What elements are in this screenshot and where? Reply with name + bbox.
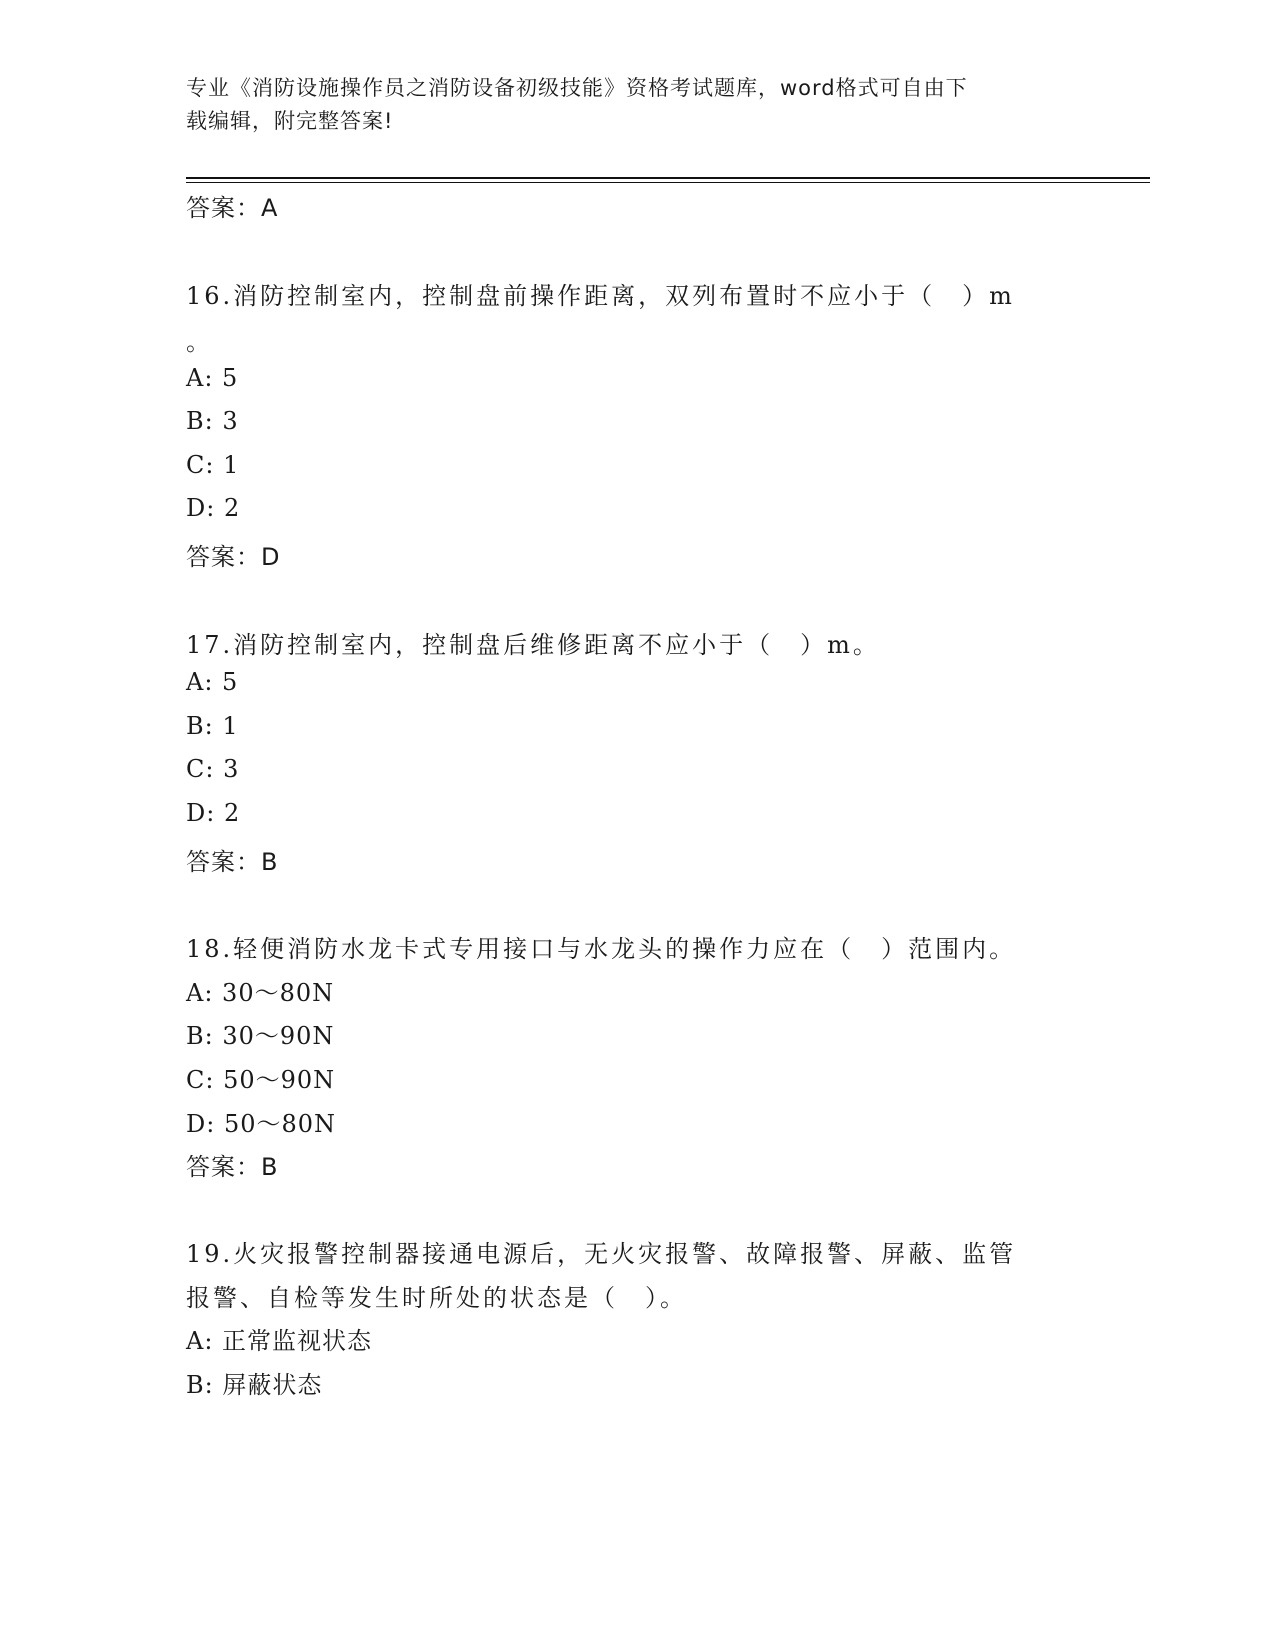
question-18-answer: 答案：B bbox=[186, 1153, 279, 1181]
question-18-option-b: B: 30～90N bbox=[186, 1022, 335, 1050]
question-16-option-a: A: 5 bbox=[186, 364, 239, 392]
question-16-stem: 16.消防控制室内，控制盘前操作距离，双列布置时不应小于（ ）m bbox=[186, 282, 1015, 310]
question-18-option-c: C: 50～90N bbox=[186, 1066, 336, 1094]
question-16-option-c: C: 1 bbox=[186, 451, 240, 479]
question-16-option-b: B: 3 bbox=[186, 407, 239, 435]
question-18-stem: 18.轻便消防水龙卡式专用接口与水龙头的操作力应在（ ）范围内。 bbox=[186, 935, 1017, 963]
header-divider-thin bbox=[186, 182, 1150, 183]
question-19-option-b: B: 屏蔽状态 bbox=[186, 1371, 323, 1399]
question-19-stem-cont: 报警、自检等发生时所处的状态是（ ）。 bbox=[186, 1284, 687, 1312]
question-19-stem: 19.火灾报警控制器接通电源后，无火灾报警、故障报警、屏蔽、监管 bbox=[186, 1240, 1017, 1268]
question-16-stem-cont: 。 bbox=[186, 328, 213, 356]
question-17-stem: 17.消防控制室内，控制盘后维修距离不应小于（ ）m。 bbox=[186, 631, 880, 659]
question-18-option-a: A: 30～80N bbox=[186, 979, 335, 1007]
question-17-option-d: D: 2 bbox=[186, 799, 241, 827]
question-17-option-c: C: 3 bbox=[186, 755, 240, 783]
question-18-option-d: D: 50～80N bbox=[186, 1110, 337, 1138]
question-16-option-d: D: 2 bbox=[186, 494, 241, 522]
question-19-option-a: A: 正常监视状态 bbox=[186, 1327, 373, 1355]
header-line-1: 专业《消防设施操作员之消防设备初级技能》资格考试题库，word格式可自由下 bbox=[186, 76, 968, 100]
question-17-option-a: A: 5 bbox=[186, 668, 239, 696]
header-divider-thick bbox=[186, 177, 1150, 179]
question-17-answer: 答案：B bbox=[186, 848, 279, 876]
document-header bbox=[186, 72, 1066, 138]
header-line-2: 载编辑，附完整答案! bbox=[186, 109, 394, 133]
answer-line: 答案：A bbox=[186, 194, 279, 222]
question-17-option-b: B: 1 bbox=[186, 712, 239, 740]
question-16-answer: 答案：D bbox=[186, 543, 281, 571]
